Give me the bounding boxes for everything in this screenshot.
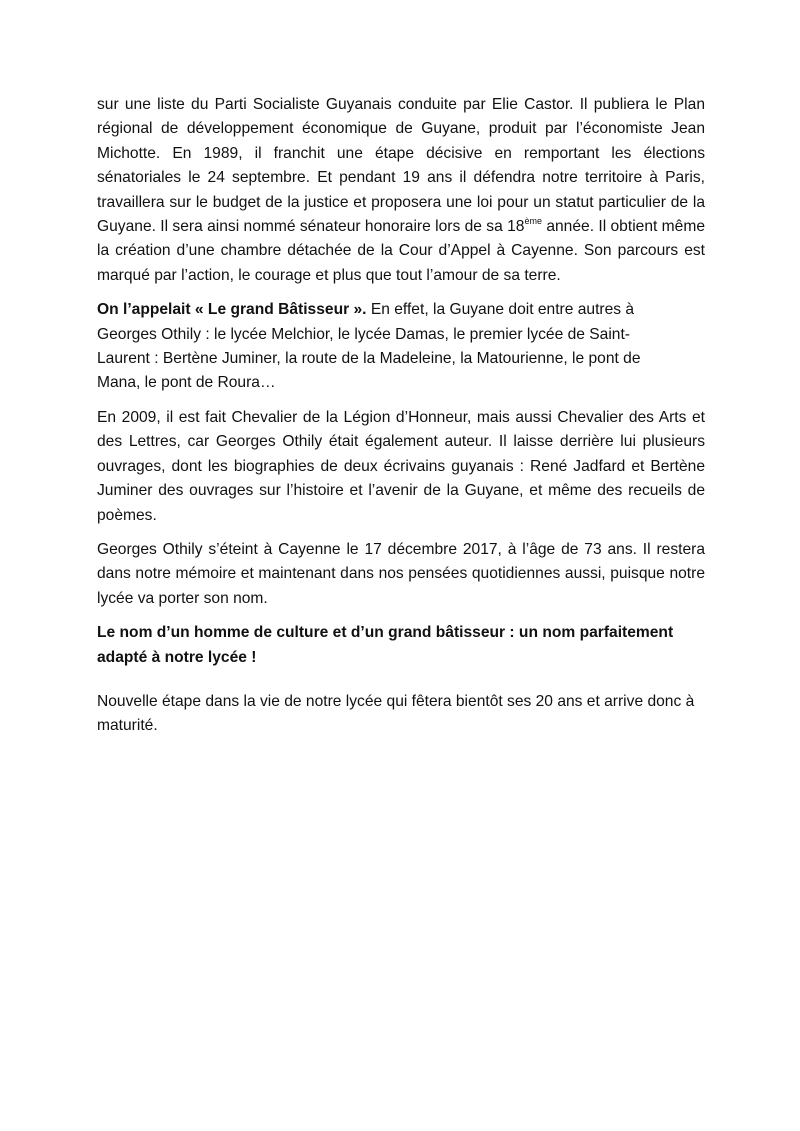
- ordinal-superscript: ème: [524, 215, 542, 226]
- paragraph-bold-conclusion: Le nom d’un homme de culture et d’un grand bâtisseur : un nom parfaitement adapté à notre lycée !: [97, 624, 674, 666]
- paragraph-senator-career: [97, 93, 705, 288]
- paragraph-line: Mana, le pont de Roura…: [97, 374, 276, 392]
- paragraph-death: Georges Othily s’éteint à Cayenne le 17 décembre 2017, à l’âge de 73 ans. Il restera dans notre mémoire et maintenant dans nos pensées quotidiennes aussi, puisque notre lycée va porter son nom.: [97, 540, 705, 607]
- paragraph-grand-batisseur: [97, 298, 705, 396]
- document-page: [97, 93, 705, 739]
- paragraph-new-stage: Nouvelle étape dans la vie de notre lycée qui fêtera bientôt ses 20 ans et arrive donc à maturité.: [97, 692, 695, 735]
- paragraph-honours: En 2009, il est fait Chevalier de la Légion d’Honneur, mais aussi Chevalier des Arts et des Lettres, car Georges Othily était également auteur. Il laisse derrière lui plusieurs ouvrages, dont les biographies de deux écrivains guyanais : René Jadfard et Bertène Juminer des ouvrages sur l’histoire et l’avenir de la Guyane, et même des recueils de poèmes.: [97, 408, 705, 524]
- paragraph-text: En effet, la Guyane doit entre autres à: [366, 301, 635, 319]
- paragraph-text-continued: année. Il obtient même la création d’une chambre détachée de la Cour d’Appel à Cayenne. Son parcours est marqué par l’action, le courage et plus que tout l’amour de sa terre.: [97, 218, 706, 284]
- bold-lead: On l’appelait « Le grand Bâtisseur ».: [97, 301, 367, 319]
- paragraph-line: Laurent : Bertène Juminer, la route de la Madeleine, la Matourienne, le pont de: [97, 350, 641, 368]
- paragraph-text: sur une liste du Parti Socialiste Guyanais conduite par Elie Castor. Il publiera le Plan régional de développement économique de Guyane, produit par l’économiste Jean Michotte. En 1989, il franchit une étape décisive en remportant les élections sénatoriales le 24 septembre. Et pendant 19 ans il défendra notre territoire à Paris, travaillera sur le budget de la justice et proposera une loi pour un statut particulier de la Guyane. Il sera ainsi nommé sénateur honoraire lors de sa 18: [97, 96, 705, 236]
- paragraph-line: Georges Othily : le lycée Melchior, le lycée Damas, le premier lycée de Saint-: [97, 325, 631, 343]
